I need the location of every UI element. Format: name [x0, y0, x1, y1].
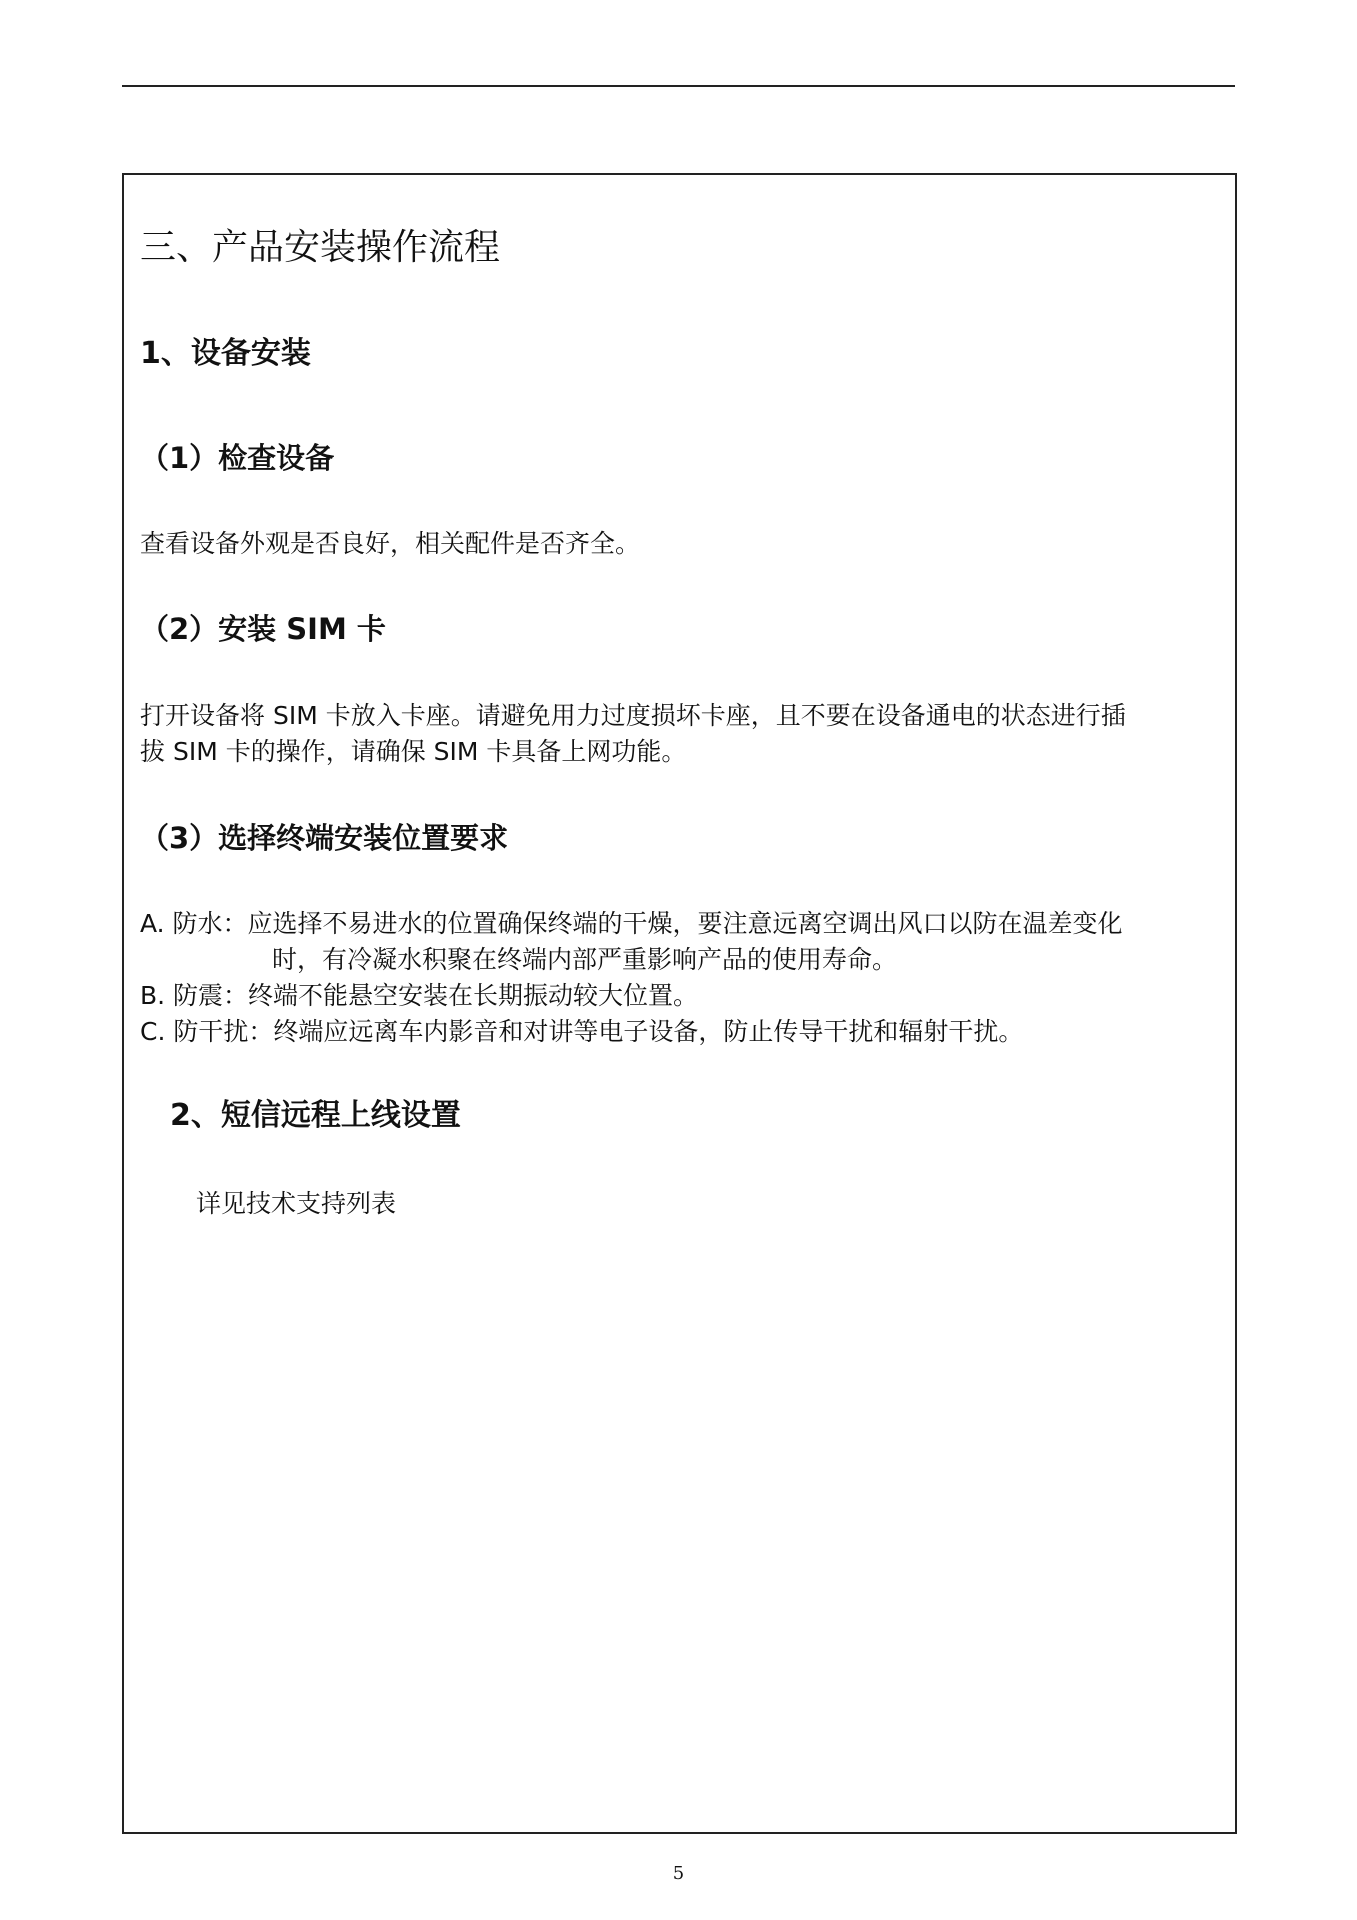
section-title-device-installation: 1、设备安装 [140, 336, 311, 371]
check-device-text: 查看设备外观是否良好，相关配件是否齐全。 [140, 529, 641, 558]
requirement-item-anti-interference: C. 防干扰：终端应远离车内影音和对讲等电子设备，防止传导干扰和辐射干扰。 [140, 1017, 1024, 1046]
subsection-title-location-requirements: （3）选择终端安装位置要求 [140, 821, 509, 855]
requirement-item-waterproof-line-1: A. 防水：应选择不易进水的位置确保终端的干燥，要注意远离空调出风口以防在温差变化 [140, 909, 1123, 938]
install-sim-text-line-1: 打开设备将 SIM 卡放入卡座。请避免用力过度损坏卡座，且不要在设备通电的状态进行插 [140, 701, 1126, 730]
subsection-title-install-sim: （2）安装 SIM 卡 [140, 612, 386, 646]
sms-remote-online-text: 详见技术支持列表 [196, 1189, 397, 1218]
requirement-item-shockproof: B. 防震：终端不能悬空安装在长期振动较大位置。 [140, 981, 699, 1010]
header-rule [122, 85, 1235, 87]
subsection-title-check-device: （1）检查设备 [140, 441, 335, 475]
section-title-sms-remote-online: 2、短信远程上线设置 [170, 1098, 461, 1133]
page-number: 5 [672, 1863, 685, 1884]
chapter-title: 三、产品安装操作流程 [140, 227, 501, 268]
requirement-item-waterproof-line-2: 时，有冷凝水积聚在终端内部严重影响产品的使用寿命。 [272, 945, 898, 974]
install-sim-text-line-2: 拔 SIM 卡的操作，请确保 SIM 卡具备上网功能。 [140, 737, 687, 766]
